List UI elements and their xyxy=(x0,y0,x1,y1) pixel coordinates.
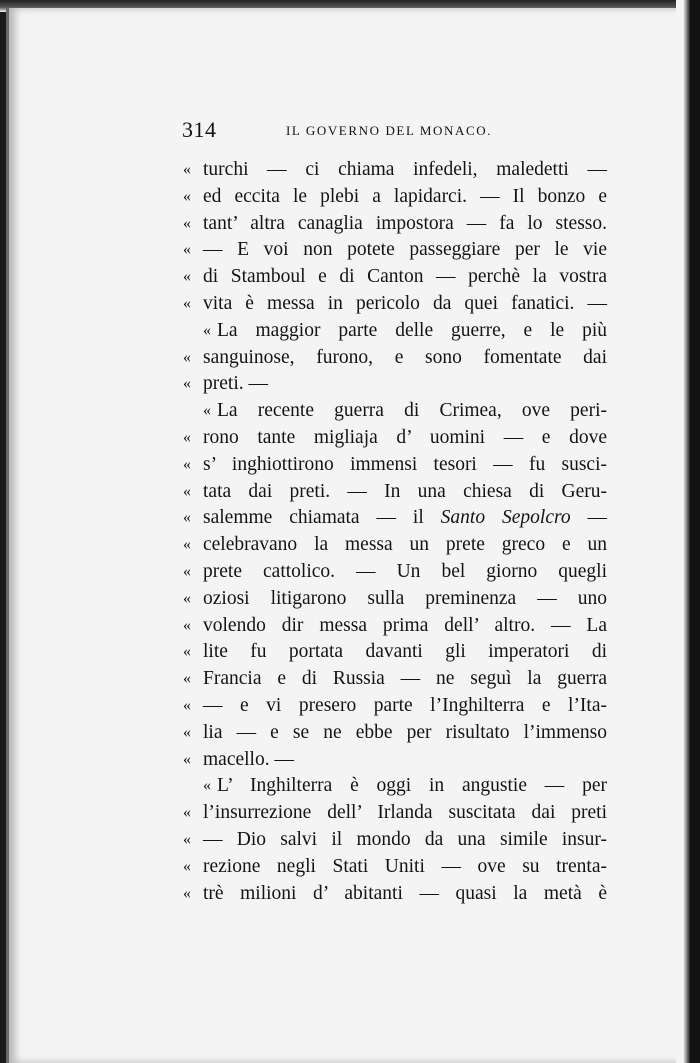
guillemet: « xyxy=(203,777,211,795)
text-line-paragraph-start xyxy=(183,773,613,800)
text-line xyxy=(183,157,613,184)
text-line xyxy=(183,613,613,640)
line-text: l’insurrezione dell’ Irlanda suscitata dai preti xyxy=(203,802,607,824)
line-text: prete cattolico. — Un bel giorno quegli xyxy=(203,560,607,582)
text-line xyxy=(183,827,613,854)
line-text: macello. — xyxy=(203,748,294,770)
page-header xyxy=(182,117,612,145)
guillemet: « xyxy=(183,348,191,366)
scan-right-edge xyxy=(676,0,700,1063)
line-text-part: salemme chiamata — il xyxy=(203,507,441,529)
line-text: L’ Inghilterra è oggi in angustie — per xyxy=(217,775,607,797)
text-line xyxy=(183,532,613,559)
text-line xyxy=(183,291,613,318)
text-line xyxy=(183,586,613,613)
guillemet: « xyxy=(183,696,191,714)
line-text: preti. — xyxy=(203,373,268,395)
guillemet: « xyxy=(183,616,191,634)
text-line xyxy=(183,237,613,264)
line-text-with-italic xyxy=(203,505,607,532)
line-text: tata dai preti. — In una chiesa di Geru- xyxy=(203,480,607,502)
text-line xyxy=(183,854,613,881)
line-text: — E voi non potete passeggiare per le vie xyxy=(203,239,607,261)
line-text: lite fu portata davanti gli imperatori di xyxy=(203,641,607,663)
guillemet: « xyxy=(183,161,191,178)
guillemet: « xyxy=(183,428,191,446)
italic-title: Santo Sepolcro xyxy=(440,507,571,529)
line-text-part: — xyxy=(570,507,608,529)
text-line xyxy=(183,720,613,747)
guillemet: « xyxy=(183,589,191,607)
guillemet: « xyxy=(183,723,191,741)
text-line xyxy=(183,264,613,291)
guillemet: « xyxy=(183,482,191,500)
text-line-paragraph-start xyxy=(183,318,613,345)
line-text: vita è messa in pericolo da quei fanatici. — xyxy=(203,292,607,314)
guillemet: « xyxy=(183,241,191,259)
text-line xyxy=(183,800,613,827)
text-line xyxy=(183,184,613,211)
line-text: volendo dir messa prima dell’ altro. — La xyxy=(203,614,607,636)
text-line xyxy=(183,666,613,693)
guillemet: « xyxy=(183,830,191,848)
line-text: tant’ altra canaglia impostora — fa lo stesso. xyxy=(203,212,607,234)
guillemet: « xyxy=(183,294,191,312)
line-text: s’ inghiottirono immensi tesori — fu susci- xyxy=(203,453,607,475)
text-line xyxy=(183,559,613,586)
page-number: 314 xyxy=(182,117,217,142)
guillemet: « xyxy=(203,321,211,339)
line-text: celebravano la messa un prete greco e un xyxy=(203,534,607,556)
guillemet: « xyxy=(183,562,191,580)
text-line xyxy=(183,479,613,506)
line-text: rezione negli Stati Uniti — ove su trenta- xyxy=(203,855,607,877)
running-title: IL GOVERNO DEL MONACO. xyxy=(286,123,493,138)
guillemet: « xyxy=(183,643,191,661)
guillemet: « xyxy=(183,670,191,688)
line-text: — Dio salvi il mondo da una simile insur- xyxy=(203,828,607,850)
guillemet: « xyxy=(183,804,191,822)
text-line xyxy=(183,639,613,666)
guillemet: « xyxy=(203,402,211,420)
guillemet: « xyxy=(183,375,191,393)
line-text: La maggior parte delle guerre, e le più xyxy=(217,319,607,341)
text-line xyxy=(183,881,613,908)
guillemet: « xyxy=(183,884,191,902)
guillemet: « xyxy=(183,455,191,473)
guillemet: « xyxy=(183,857,191,875)
line-text: turchi — ci chiama infedeli, maledetti — xyxy=(203,159,607,180)
guillemet: « xyxy=(183,750,191,768)
line-text: oziosi litigarono sulla preminenza — uno xyxy=(203,587,607,609)
guillemet: « xyxy=(183,509,191,527)
line-text: sanguinose, furono, e sono fomentate dai xyxy=(203,346,607,368)
text-line xyxy=(183,345,613,372)
guillemet: « xyxy=(183,536,191,554)
text-line xyxy=(183,425,613,452)
text-line-paragraph-start xyxy=(183,398,613,425)
line-text: trè milioni d’ abitanti — quasi la metà è xyxy=(203,882,607,904)
guillemet: « xyxy=(183,214,191,232)
text-line xyxy=(183,505,613,532)
line-text: rono tante migliaja d’ uomini — e dove xyxy=(203,426,607,448)
text-line-paragraph-end xyxy=(183,371,613,398)
line-text: lia — e se ne ebbe per risultato l’immenso xyxy=(203,721,607,743)
line-text: Francia e di Russia — ne seguì la guerra xyxy=(203,668,607,690)
line-text: — e vi presero parte l’Inghilterra e l’Ita- xyxy=(203,694,607,716)
body-text xyxy=(183,157,613,907)
line-text: di Stamboul e di Canton — perchè la vostra xyxy=(203,266,607,288)
text-line xyxy=(183,693,613,720)
line-text: ed eccita le plebi a lapidarci. — Il bonzo e xyxy=(203,185,607,207)
text-line xyxy=(183,452,613,479)
guillemet: « xyxy=(183,268,191,286)
text-line-paragraph-end xyxy=(183,747,613,774)
text-line xyxy=(183,211,613,238)
line-text: La recente guerra di Crimea, ove peri- xyxy=(217,400,607,422)
guillemet: « xyxy=(183,187,191,205)
